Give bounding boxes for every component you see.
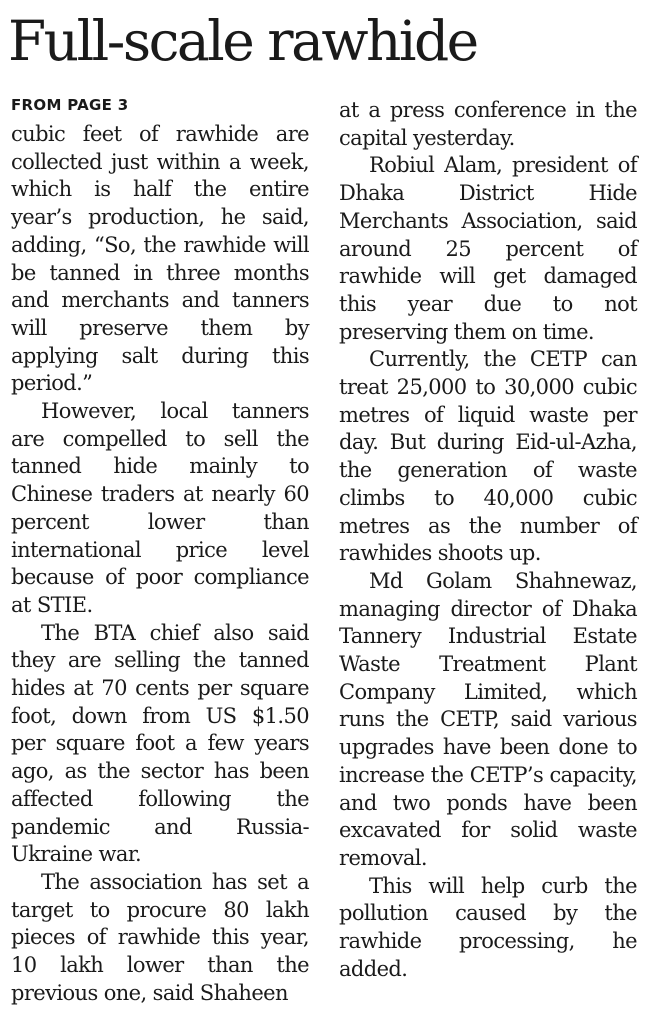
article-column-right (339, 97, 637, 984)
article-column-left (11, 121, 309, 1008)
continuation-kicker: FROM PAGE 3 (11, 96, 129, 114)
paragraph: Robiul Alam, president of Dhaka District Hide Merchants Association, said around 25 percent of rawhide will get damaged this year due to not preserving them on time. (339, 153, 637, 344)
paragraph: cubic feet of rawhide are collected just within a week, which is half the entire year’s production, he said, adding, “So, the rawhide will be tanned in three months and merchants and tanners will preserve them by applying salt during this period.” (11, 122, 309, 396)
paragraph: The association has set a target to procure 80 lakh pieces of rawhide this year, 10 lakh lower than the previous one, said Shaheen (11, 869, 309, 1005)
paragraph: Currently, the CETP can treat 25,000 to 30,000 cubic metres of liquid waste per day. But during Eid-ul-Azha, the generation of waste climbs to 40,000 cubic metres as the number of rawhides shoots up. (339, 347, 637, 566)
paragraph: Md Golam Shahnewaz, managing director of Dhaka Tannery Industrial Estate Waste Treatment Plant Company Limited, which runs the CETP, said various upgrades have been done to increase the CETP’s capacity, and two ponds have been excavated for solid waste removal. (339, 568, 637, 870)
headline: Full-scale rawhide (8, 9, 477, 73)
paragraph: at a press conference in the capital yesterday. (339, 98, 637, 150)
paragraph: The BTA chief also said they are selling the tanned hides at 70 cents per square foot, down from US $1.50 per square foot a few years ago, as the sector has been affected following the pandemic and Russia-Ukraine war. (11, 620, 309, 867)
paragraph: However, local tanners are compelled to sell the tanned hide mainly to Chinese traders at nearly 60 percent lower than international price level because of poor compliance at STIE. (11, 399, 309, 617)
paragraph: This will help curb the pollution caused by the rawhide processing, he added. (339, 873, 637, 981)
